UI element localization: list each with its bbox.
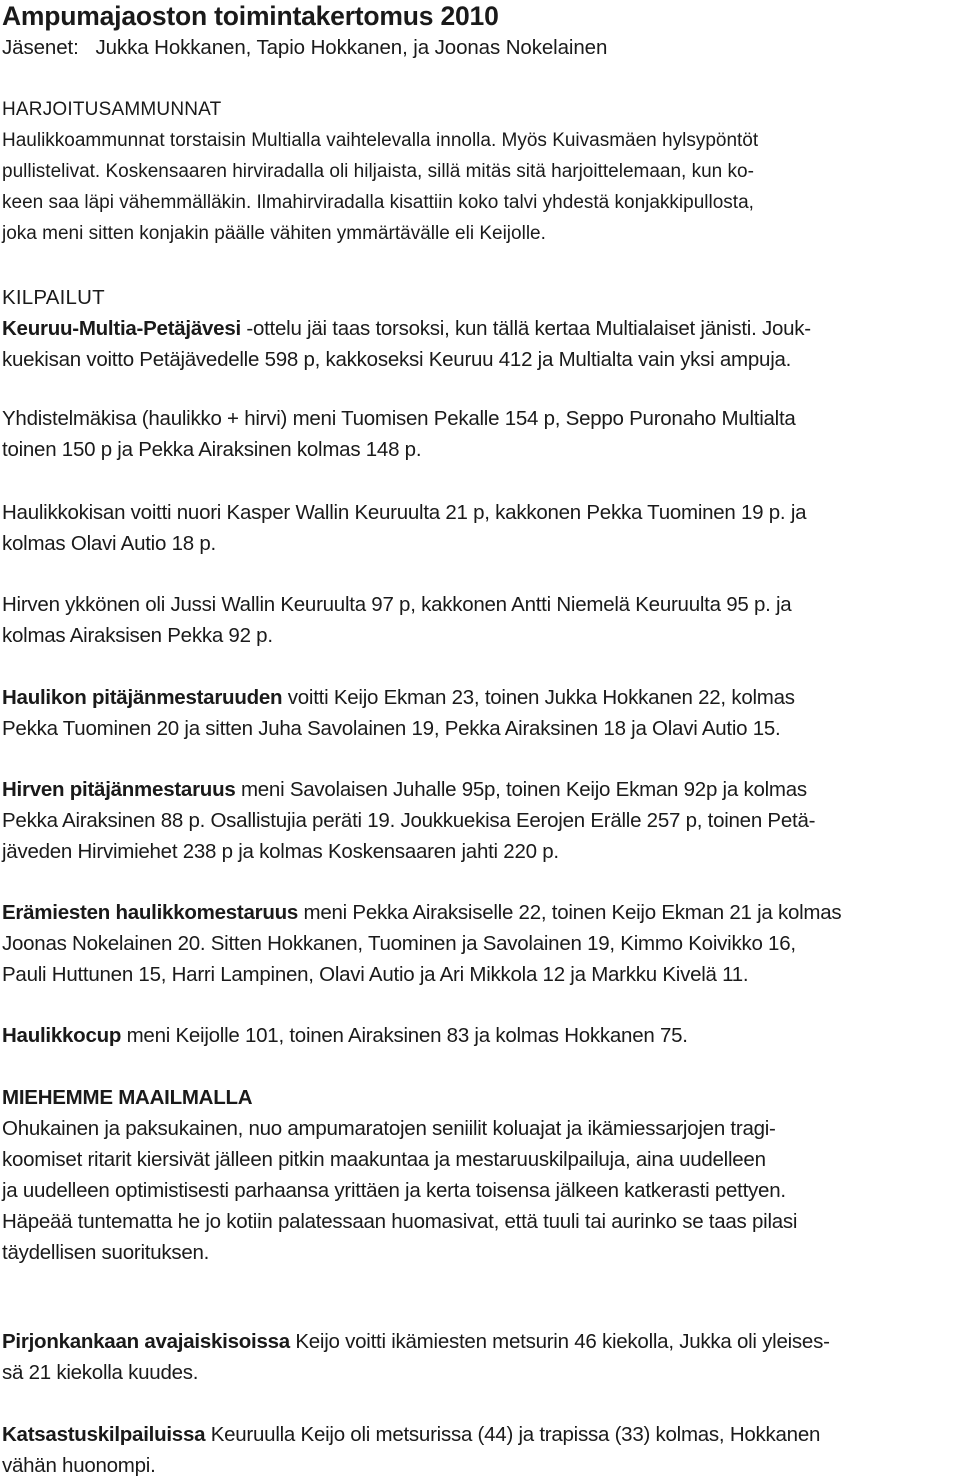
paragraph-line: Joonas Nokelainen 20. Sitten Hokkanen, Tuominen ja Savolainen 19, Kimmo Koivikko 16,	[2, 932, 796, 955]
paragraph-line: jäveden Hirvimiehet 238 p ja kolmas Koskensaaren jahti 220 p.	[2, 840, 559, 863]
paragraph-line: Haulikon pitäjänmestaruuden voitti Keijo Ekman 23, toinen Jukka Hokkanen 22, kolmas	[2, 686, 795, 709]
paragraph-haulikkokisa	[2, 497, 960, 559]
paragraph-line: Pekka Tuominen 20 ja sitten Juha Savolainen 19, Pekka Airaksinen 18 ja Olavi Autio 15.	[2, 717, 781, 740]
paragraph-line: Haulikkokisan voitti nuori Kasper Wallin Keuruulta 21 p, kakkonen Pekka Tuominen 19 p. ja	[2, 501, 807, 524]
paragraph-line: Hirven ykkönen oli Jussi Wallin Keuruulta 97 p, kakkonen Antti Niemelä Keuruulta 95 p. ja	[2, 593, 792, 616]
paragraph-pirjonkangas	[2, 1326, 960, 1388]
paragraph-line: Haulikkoammunnat torstaisin Multialla vaihtelevalla innolla. Myös Kuivasmäen hylsypöntöt	[2, 130, 759, 151]
paragraph-line: Yhdistelmäkisa (haulikko + hirvi) meni Tuomisen Pekalle 154 p, Seppo Puronaho Multialta	[2, 407, 796, 430]
paragraph-line: Erämiesten haulikkomestaruus meni Pekka Airaksiselle 22, toinen Keijo Ekman 21 ja kolmas	[2, 901, 842, 924]
paragraph-line: täydellisen suorituksen.	[2, 1241, 210, 1264]
paragraph-line: koomiset ritarit kiersivät jälleen pitkin maakuntaa ja mestaruuskilpailuja, aina uudelleen	[2, 1148, 766, 1171]
paragraph-eramiesten-haulikkomestaruus	[2, 897, 960, 990]
paragraph-haulikon-pitajanmestaruus	[2, 682, 960, 744]
paragraph-line: sä 21 kiekolla kuudes.	[2, 1361, 199, 1384]
paragraph-line: Häpeää tuntematta he jo kotiin palatessaan huomasivat, että tuuli tai aurinko se taas pilasi	[2, 1210, 798, 1233]
bold-lead: Keuruu-Multia-Petäjävesi	[2, 317, 241, 340]
paragraph-yhdistelmakisa	[2, 403, 960, 465]
section-heading: HARJOITUSAMMUNNAT	[2, 99, 222, 120]
paragraph-hirvi	[2, 589, 960, 651]
paragraph-katsastuskilpailut	[2, 1419, 960, 1481]
document-title: Ampumajaoston toimintakertomus 2010	[2, 1, 499, 31]
paragraph-line: Katsastuskilpailuissa Keuruulla Keijo oli metsurissa (44) ja trapissa (33) kolmas, Hokkanen	[2, 1423, 821, 1446]
paragraph-line: Pirjonkankaan avajaiskisoissa Keijo voitti ikämiesten metsurin 46 kiekolla, Jukka oli yleises-	[2, 1330, 830, 1353]
section-heading: KILPAILUT	[2, 286, 105, 309]
paragraph-line: kolmas Olavi Autio 18 p.	[2, 532, 216, 555]
section-heading: MIEHEMME MAAILMALLA	[2, 1086, 253, 1109]
paragraph-hirven-pitajanmestaruus	[2, 774, 960, 867]
paragraph-line: Haulikkocup meni Keijolle 101, toinen Airaksinen 83 ja kolmas Hokkanen 75.	[2, 1024, 688, 1047]
paragraph-line: toinen 150 p ja Pekka Airaksinen kolmas 148 p.	[2, 438, 422, 461]
paragraph-line: vähän huonompi.	[2, 1454, 156, 1477]
bold-lead: Pirjonkankaan avajaiskisoissa	[2, 1330, 290, 1353]
paragraph-line: keen saa läpi vähemmälläkin. Ilmahirviradalla kisattiin koko talvi yhdestä konjakkipullosta,	[2, 192, 754, 213]
paragraph-line: Ohukainen ja paksukainen, nuo ampumaratojen seniilit koluajat ja ikämiessarjojen tragi-	[2, 1117, 776, 1140]
bold-lead: Haulikon pitäjänmestaruuden	[2, 686, 283, 709]
paragraph-line: joka meni sitten konjakin päälle vähiten ymmärtävälle eli Keijolle.	[2, 223, 546, 244]
paragraph-line: Pekka Airaksinen 88 p. Osallistujia peräti 19. Joukkuekisa Eerojen Erälle 257 p, toinen Petä-	[2, 809, 816, 832]
section-miehemme-maailmalla	[2, 1082, 960, 1268]
paragraph-line: Hirven pitäjänmestaruus meni Savolaisen Juhalle 95p, toinen Keijo Ekman 92p ja kolmas	[2, 778, 807, 801]
paragraph-line: kuekisan voitto Petäjävedelle 598 p, kakkoseksi Keuruu 412 ja Multialta vain yksi ampuja.	[2, 348, 792, 371]
members-line: Jäsenet: Jukka Hokkanen, Tapio Hokkanen, ja Joonas Nokelainen	[2, 36, 608, 59]
paragraph-line: kolmas Airaksisen Pekka 92 p.	[2, 624, 273, 647]
bold-lead: Haulikkocup	[2, 1024, 122, 1047]
paragraph-line: Keuruu-Multia-Petäjävesi -ottelu jäi taas torsoksi, kun tällä kertaa Multialaiset jänisti. Jouk-	[2, 317, 811, 340]
bold-lead: Hirven pitäjänmestaruus	[2, 778, 236, 801]
paragraph-line: pullistelivat. Koskensaaren hirviradalla oli hiljaista, sillä mitäs sitä harjoittelemaan, kun ko-	[2, 161, 754, 182]
bold-lead: Katsastuskilpailuissa	[2, 1423, 206, 1446]
section-harjoitusammunnat	[2, 94, 960, 249]
paragraph-line: ja uudelleen optimistisesti parhaansa yrittäen ja kerta toisensa jälkeen katkerasti pettyen.	[2, 1179, 786, 1202]
section-kilpailut	[2, 282, 960, 375]
bold-lead: Erämiesten haulikkomestaruus	[2, 901, 299, 924]
paragraph-line: Pauli Huttunen 15, Harri Lampinen, Olavi Autio ja Ari Mikkola 12 ja Markku Kivelä 11.	[2, 963, 749, 986]
paragraph-haulikkocup	[2, 1020, 960, 1051]
